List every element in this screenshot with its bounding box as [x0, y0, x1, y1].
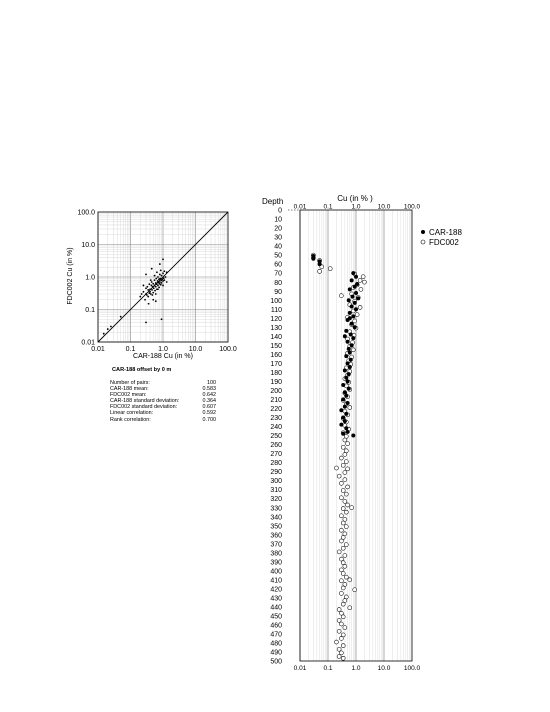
- scatter-point: [163, 277, 165, 279]
- depth-y-tick-label: 0: [278, 207, 282, 215]
- scatter-x-axis-label: CAR-188 Cu (in %): [133, 353, 193, 360]
- scatter-point: [146, 286, 148, 288]
- depth-axis-label: Depth: [262, 197, 284, 206]
- car188-point: [348, 311, 352, 315]
- car188-point: [349, 332, 353, 336]
- depth-y-tick-label: 270: [270, 451, 282, 459]
- stat-value: 0.607: [202, 404, 216, 411]
- fdc002-point: [343, 452, 347, 456]
- scatter-point: [156, 271, 158, 273]
- stat-value: 0.583: [202, 386, 216, 393]
- scatter-point: [161, 282, 163, 284]
- depth-y-tick-label: 330: [270, 505, 282, 513]
- fdc002-point: [350, 506, 354, 510]
- fdc002-point: [344, 510, 348, 514]
- car188-point: [346, 361, 350, 365]
- stat-label: Number of pairs:: [110, 380, 150, 386]
- fdc002-point: [328, 267, 332, 271]
- legend-label-car188: CAR-188: [429, 228, 462, 237]
- stat-label: Rank correlation:: [110, 416, 151, 423]
- car188-point: [347, 298, 351, 302]
- fdc002-point: [318, 269, 322, 273]
- fdc002-point: [344, 543, 348, 547]
- scatter-point: [146, 294, 148, 296]
- depth-y-tick-label: 300: [270, 478, 282, 486]
- scatter-point: [155, 293, 157, 295]
- depth-y-tick-label: 480: [270, 640, 282, 648]
- car188-point: [318, 262, 322, 266]
- depth-y-tick-label: 490: [270, 649, 282, 657]
- fdc002-point: [353, 588, 357, 592]
- fdc002-point: [341, 507, 345, 511]
- scatter-point: [155, 286, 157, 288]
- depth-y-tick-label: 130: [270, 324, 282, 332]
- scatter-point: [120, 316, 122, 318]
- scatter-point: [139, 296, 141, 298]
- depth-top-x-tick-label: 10.0: [377, 203, 391, 211]
- scatter-point: [161, 318, 163, 320]
- fdc002-point: [343, 470, 347, 474]
- scatter-y-tick-label: 100.0: [77, 209, 95, 217]
- fdc002-point: [353, 319, 357, 323]
- scatter-point: [159, 278, 161, 280]
- fdc002-point: [359, 287, 363, 291]
- scatter-point: [163, 279, 165, 281]
- depth-y-tick-label: 450: [270, 613, 282, 621]
- fdc002-point: [346, 503, 350, 507]
- scatter-point: [161, 278, 163, 280]
- depth-y-tick-label: 290: [270, 469, 282, 477]
- fdc002-point: [346, 442, 350, 446]
- depth-y-tick-label: 210: [270, 397, 282, 405]
- fdc002-point: [348, 406, 352, 410]
- depth-y-tick-label: 340: [270, 514, 282, 522]
- scatter-point: [152, 292, 154, 294]
- depth-y-tick-label: 500: [270, 658, 282, 666]
- depth-top-x-tick-label: 0.1: [323, 203, 333, 211]
- stat-value: 100: [207, 380, 216, 386]
- scatter-point: [150, 279, 152, 281]
- depth-y-tick-label: 390: [270, 559, 282, 567]
- legend-label-fdc002: FDC002: [429, 238, 459, 247]
- depth-y-tick-label: 250: [270, 433, 282, 441]
- depth-y-tick-label: 90: [274, 288, 282, 296]
- fdc002-point: [341, 521, 345, 525]
- fdc002-point: [361, 275, 365, 279]
- depth-y-tick-label: 460: [270, 622, 282, 630]
- stat-value: 0.700: [202, 416, 216, 423]
- depth-y-tick-label: 440: [270, 604, 282, 612]
- legend-marker-fdc002: [421, 240, 425, 244]
- depth-y-tick-label: 30: [274, 234, 282, 242]
- car188-point: [344, 426, 348, 430]
- car188-point: [350, 322, 354, 326]
- fdc002-point: [341, 572, 345, 576]
- fdc002-point: [344, 492, 348, 496]
- scatter-x-tick-label: 10.0: [188, 346, 203, 353]
- fdc002-point: [341, 644, 345, 648]
- fdc002-point: [339, 636, 343, 640]
- car188-point: [311, 257, 315, 261]
- scatter-y-tick-label: 0.1: [85, 307, 95, 314]
- car188-point: [343, 390, 347, 394]
- fdc002-point: [339, 481, 343, 485]
- stat-label: CAR-188 standard deviation:: [110, 398, 180, 405]
- fdc002-point: [341, 602, 345, 606]
- fdc002-point: [343, 553, 347, 557]
- depth-y-tick-label: 410: [270, 577, 282, 585]
- depth-y-tick-label: 80: [274, 279, 282, 287]
- depth-y-tick-label: 20: [274, 225, 282, 233]
- fdc002-point: [346, 467, 350, 471]
- fdc002-point: [358, 305, 362, 309]
- scatter-point: [154, 279, 156, 281]
- scatter-point: [151, 268, 153, 270]
- depth-y-tick-label: 350: [270, 523, 282, 531]
- car188-point: [350, 278, 354, 282]
- fdc002-point: [337, 618, 341, 622]
- fdc002-point: [334, 640, 338, 644]
- scatter-point: [157, 276, 159, 278]
- depth-y-tick-label: 180: [270, 369, 282, 377]
- fdc002-point: [351, 348, 355, 352]
- car188-point: [346, 340, 350, 344]
- car188-point: [344, 394, 348, 398]
- scatter-point: [141, 293, 143, 295]
- car188-point: [353, 325, 357, 329]
- car188-point: [344, 354, 348, 358]
- fdc002-point: [341, 615, 345, 619]
- fdc002-point: [348, 606, 352, 610]
- stat-label: FDC002 standard deviation:: [110, 404, 178, 411]
- depth-y-tick-label: 240: [270, 424, 282, 432]
- depth-bottom-x-tick-label: 0.01: [293, 665, 307, 672]
- depth-bottom-x-tick-label: 10.0: [377, 665, 391, 672]
- scatter-point: [149, 288, 151, 290]
- car188-point: [346, 401, 350, 405]
- car188-point: [341, 432, 345, 436]
- depth-y-tick-label: 100: [270, 297, 282, 305]
- stat-label: CAR-188 mean:: [110, 386, 149, 393]
- scatter-point: [162, 285, 164, 287]
- scatter-y-tick-label: 1.0: [85, 274, 95, 282]
- fdc002-point: [337, 608, 341, 612]
- depth-bottom-x-tick-label: 0.1: [323, 665, 333, 672]
- car188-point: [351, 336, 355, 340]
- car188-point: [349, 358, 353, 362]
- scatter-point: [144, 299, 146, 301]
- scatter-point: [155, 278, 157, 280]
- car188-point: [353, 301, 357, 305]
- scatter-point: [159, 274, 161, 276]
- fdc002-point: [339, 579, 343, 583]
- scatter-point: [162, 272, 164, 274]
- car188-point: [344, 329, 348, 333]
- scatter-point: [151, 289, 153, 291]
- scatter-point: [162, 258, 164, 260]
- fdc002-point: [341, 656, 345, 660]
- scatter-point: [157, 285, 159, 287]
- car188-point: [348, 351, 352, 355]
- scatter-point: [145, 274, 147, 276]
- scatter-point: [143, 291, 145, 293]
- depth-y-tick-label: 50: [274, 252, 282, 260]
- fdc002-point: [337, 647, 341, 651]
- depth-top-x-tick-label: 1.0: [351, 203, 361, 211]
- car188-point: [339, 423, 343, 427]
- depth-y-tick-label: 280: [270, 460, 282, 468]
- scatter-point: [143, 285, 145, 287]
- scatter-point: [160, 269, 162, 271]
- scatter-point: [160, 284, 162, 286]
- depth-y-tick-label: 470: [270, 631, 282, 639]
- car188-point: [350, 343, 354, 347]
- stat-row: [110, 417, 216, 423]
- depth-y-tick-label: 170: [270, 360, 282, 368]
- car188-point: [356, 296, 360, 300]
- fdc002-point: [343, 626, 347, 630]
- fdc002-point: [337, 654, 341, 658]
- scatter-point: [107, 328, 109, 330]
- stat-label: FDC002 mean:: [110, 392, 147, 399]
- scatter-grid: [98, 212, 228, 342]
- depth-y-tick-label: 370: [270, 541, 282, 549]
- scatter-point: [147, 289, 149, 291]
- scatter-point: [145, 322, 147, 324]
- fdc002-point: [343, 499, 347, 503]
- scatter-point: [152, 286, 154, 288]
- stat-value: 0.592: [202, 410, 216, 417]
- scatter-point: [166, 271, 168, 273]
- depth-y-tick-label: 420: [270, 586, 282, 594]
- depth-chart-title: Cu (in % ): [337, 194, 373, 203]
- car188-point: [350, 305, 354, 309]
- scatter-point: [158, 286, 160, 288]
- depth-y-tick-label: 400: [270, 568, 282, 576]
- legend-marker-car188: [421, 230, 425, 234]
- depth-y-tick-label: 10: [274, 216, 282, 224]
- depth-y-tick-label: 310: [270, 487, 282, 495]
- scatter-point: [159, 281, 161, 283]
- car188-point: [343, 405, 347, 409]
- scatter-point: [154, 275, 156, 277]
- scatter-point: [153, 287, 155, 289]
- fdc002-point: [341, 463, 345, 467]
- car188-point: [344, 412, 348, 416]
- legend: [421, 228, 462, 247]
- depth-y-tick-label: 260: [270, 442, 282, 450]
- fdc002-point: [341, 445, 345, 449]
- scatter-point: [148, 292, 150, 294]
- depth-top-x-tick-label: 0.01: [293, 203, 307, 211]
- depth-y-tick-label: 60: [274, 261, 282, 269]
- car188-point: [348, 287, 352, 291]
- scatter-point: [152, 283, 154, 285]
- depth-y-tick-label: 360: [270, 532, 282, 540]
- scatter-y-axis-label: FDC002 Cu (in %): [67, 247, 74, 305]
- car188-point: [344, 376, 348, 380]
- fdc002-point: [339, 622, 343, 626]
- car188-point: [347, 387, 351, 391]
- fdc002-point: [341, 489, 345, 493]
- fdc002-point: [339, 294, 343, 298]
- scatter-point: [157, 288, 159, 290]
- car188-point: [343, 369, 347, 373]
- fdc002-point: [343, 564, 347, 568]
- depth-y-tick-label: 160: [270, 351, 282, 359]
- fdc002-point: [348, 578, 352, 582]
- scatter-point: [148, 303, 150, 305]
- statistics-panel: [110, 380, 216, 423]
- car188-point: [341, 397, 345, 401]
- depth-y-tick-label: 220: [270, 406, 282, 414]
- scatter-point: [145, 287, 147, 289]
- scatter-point: [151, 285, 153, 287]
- scatter-x-tick-label: 100.0: [219, 346, 237, 353]
- scatter-y-tick-label: 10.0: [81, 242, 95, 249]
- fdc002-point: [341, 586, 345, 590]
- scatter-point: [110, 326, 112, 328]
- scatter-point: [152, 299, 154, 301]
- car188-point: [348, 365, 352, 369]
- fdc002-point: [339, 591, 343, 595]
- car188-point: [351, 271, 355, 275]
- fdc002-point: [344, 460, 348, 464]
- car188-point: [354, 275, 358, 279]
- car188-point: [354, 307, 358, 311]
- fdc002-point: [337, 474, 341, 478]
- depth-bottom-x-tick-label: 100.0: [403, 665, 421, 672]
- fdc002-point: [343, 438, 347, 442]
- car188-point: [346, 430, 350, 434]
- scatter-point: [166, 281, 168, 283]
- fdc002-point: [343, 478, 347, 482]
- depth-y-tick-label: 150: [270, 342, 282, 350]
- fdc002-point: [344, 525, 348, 529]
- car188-point: [339, 408, 343, 412]
- scatter-point: [147, 296, 149, 298]
- depth-bottom-x-tick-label: 1.0: [351, 665, 361, 672]
- fdc002-point: [362, 280, 366, 284]
- car188-point: [351, 295, 355, 299]
- depth-grid: [288, 210, 412, 661]
- car188-point: [343, 419, 347, 423]
- scatter-point: [103, 333, 105, 335]
- fdc002-point: [339, 496, 343, 500]
- stat-value: 0.364: [202, 398, 216, 405]
- car188-point: [341, 415, 345, 419]
- car188-point: [347, 372, 351, 376]
- scatter-point: [159, 263, 161, 265]
- fdc002-point: [339, 651, 343, 655]
- scatter-point: [154, 285, 156, 287]
- depth-y-tick-label: 430: [270, 595, 282, 603]
- fdc002-point: [339, 456, 343, 460]
- scatter-x-tick-label: 0.01: [91, 346, 105, 353]
- scatter-point: [155, 300, 157, 302]
- car188-point: [351, 314, 355, 318]
- fdc002-point: [346, 485, 350, 489]
- depth-y-tick-label: 70: [274, 270, 282, 278]
- scatter-point: [154, 290, 156, 292]
- scatter-x-tick-label: 0.1: [125, 346, 136, 353]
- scatter-point: [165, 276, 167, 278]
- scatter-point: [151, 294, 153, 296]
- car188-point: [348, 316, 352, 320]
- stat-value: 0.642: [202, 392, 216, 399]
- depth-y-tick-label: 230: [270, 415, 282, 423]
- fdc002-point: [339, 539, 343, 543]
- car188-point: [354, 291, 358, 295]
- fdc002-point: [355, 313, 359, 317]
- stat-label: Linear correlation:: [110, 410, 154, 417]
- offset-label: CAR-188 offset by 0 m: [112, 367, 172, 373]
- depth-y-tick-label: 40: [274, 243, 282, 251]
- scatter-point: [148, 283, 150, 285]
- fdc002-point: [344, 575, 348, 579]
- depth-y-tick-label: 110: [270, 306, 282, 314]
- depth-y-tick-label: 380: [270, 550, 282, 558]
- scatter-x-tick-label: 1.0: [158, 346, 168, 353]
- fdc002-point: [337, 629, 341, 633]
- depth-y-tick-label: 190: [270, 378, 282, 386]
- scatter-point: [163, 270, 165, 272]
- fdc002-point: [339, 528, 343, 532]
- depth-y-tick-label: 320: [270, 496, 282, 504]
- depth-top-x-tick-label: 100.0: [403, 203, 421, 211]
- scatter-y-tick-label: 0.01: [81, 339, 95, 347]
- fdc002-point: [334, 466, 338, 470]
- car188-point: [343, 334, 347, 338]
- depth-y-tick-label: 120: [270, 315, 282, 323]
- scatter-point: [161, 275, 163, 277]
- depth-y-tick-label: 140: [270, 333, 282, 341]
- car188-point: [351, 434, 355, 438]
- car188-point: [341, 383, 345, 387]
- fdc002-point: [339, 514, 343, 518]
- fdc002-point: [341, 546, 345, 550]
- car188-point: [353, 285, 357, 289]
- fdc002-point: [358, 278, 362, 282]
- scatter-point: [151, 281, 153, 283]
- depth-y-tick-label: 200: [270, 388, 282, 395]
- car188-point: [347, 347, 351, 351]
- fdc002-point: [337, 550, 341, 554]
- car188-point: [346, 379, 350, 383]
